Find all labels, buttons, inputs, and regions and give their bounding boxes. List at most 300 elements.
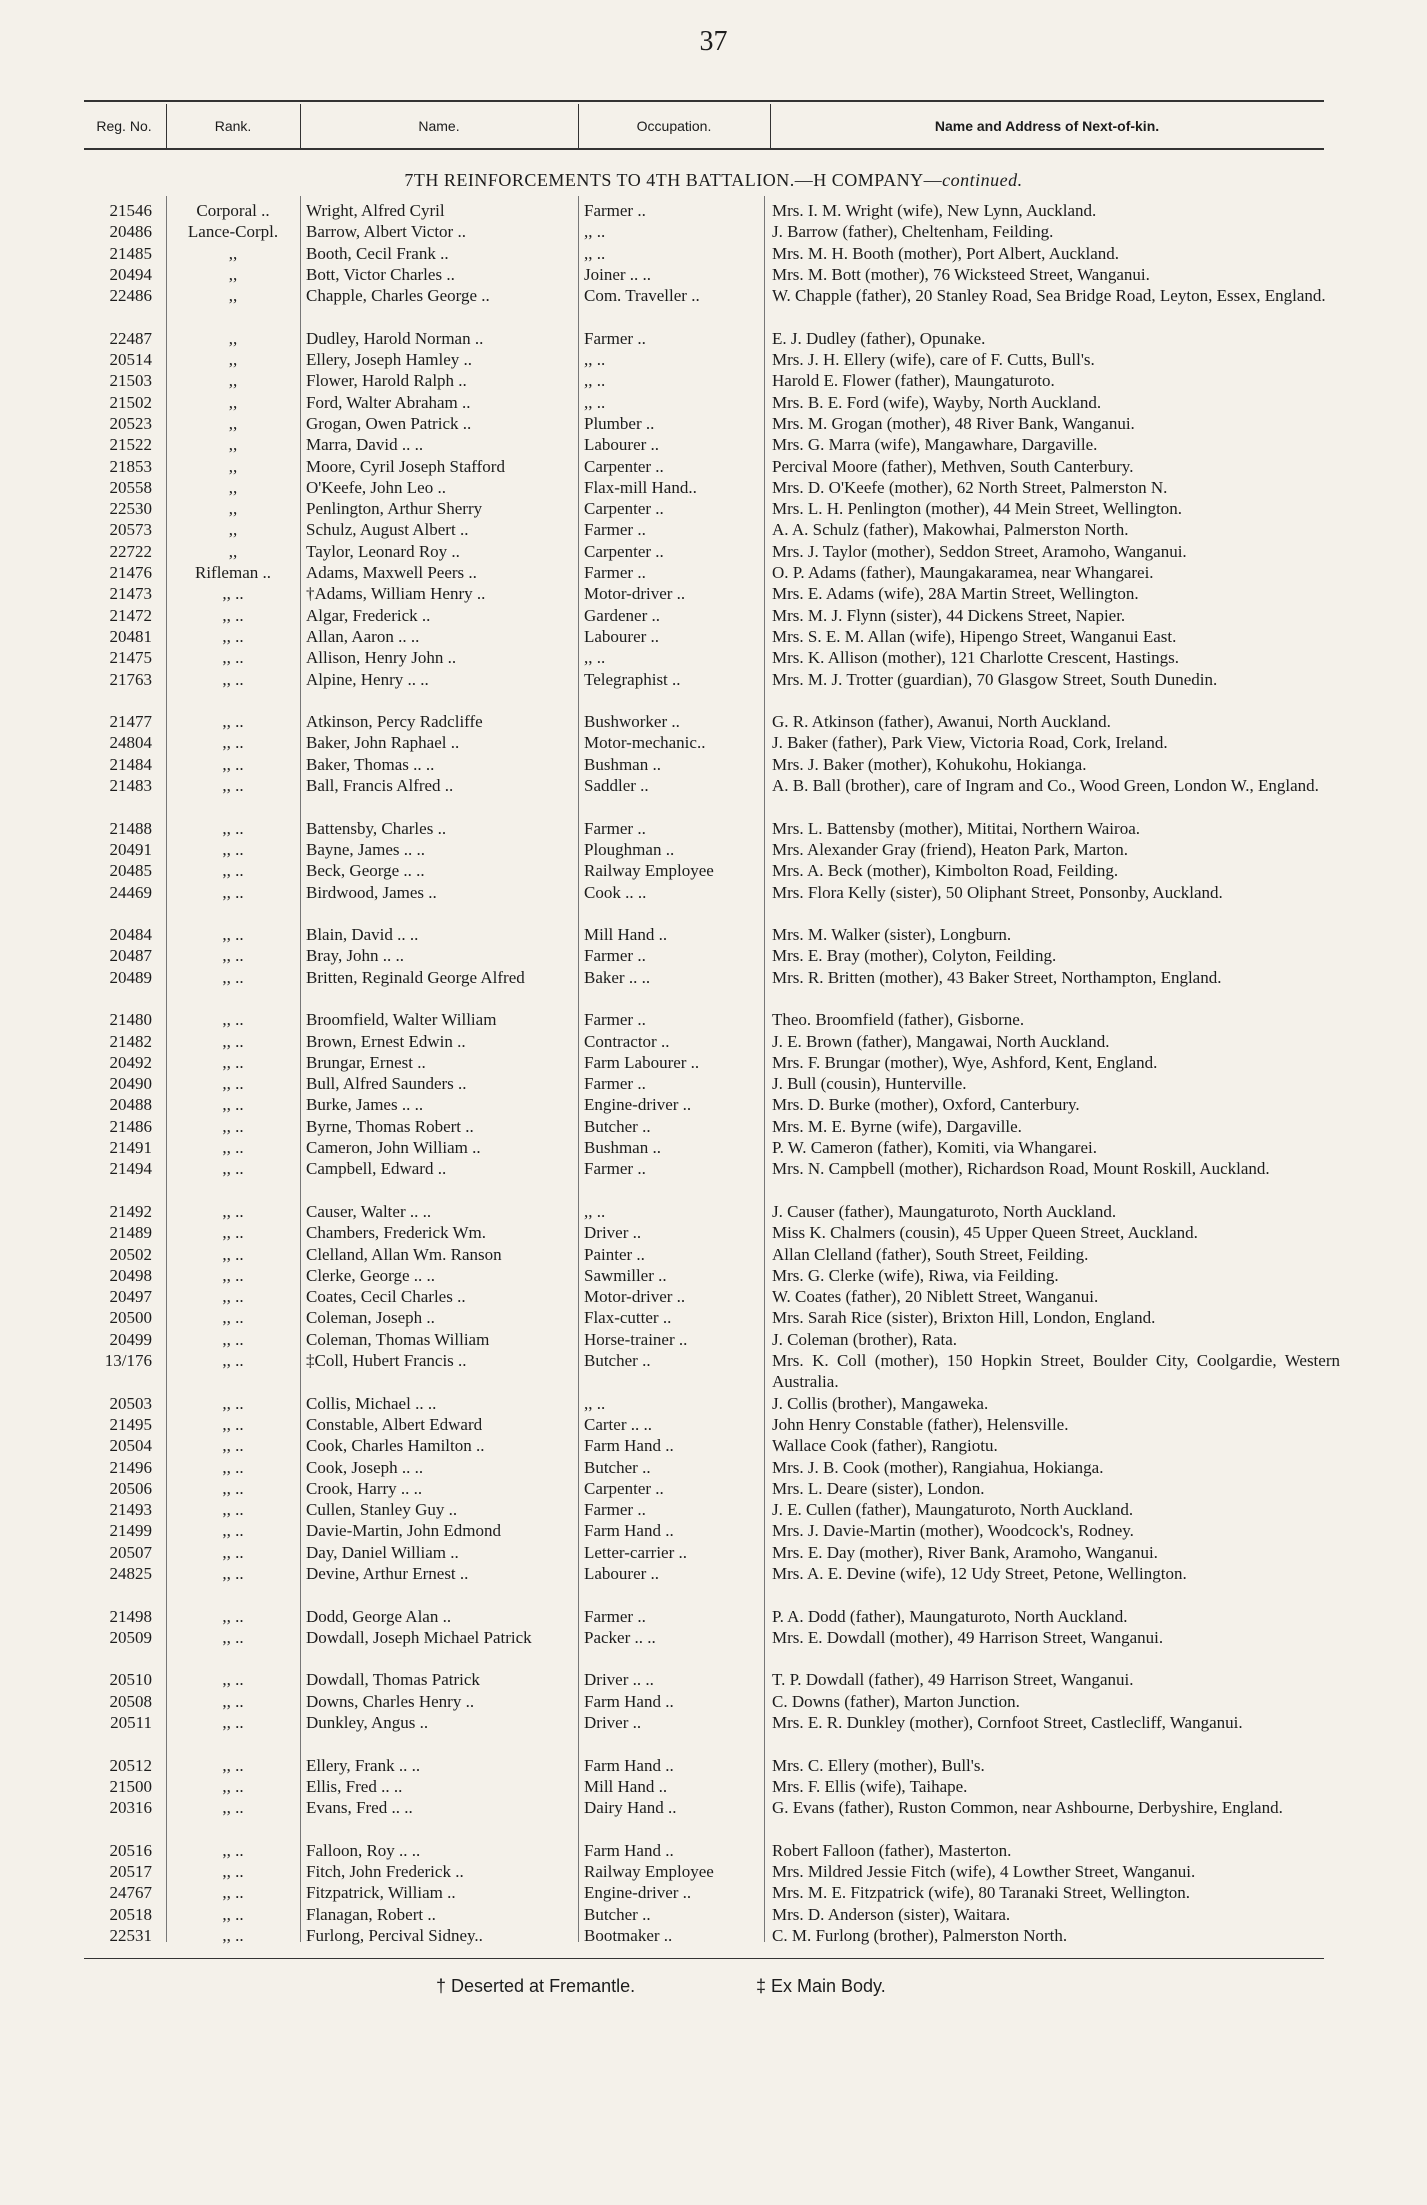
rank-cell: ,, .. [222, 1074, 244, 1094]
rank-cell: ,, .. [222, 1308, 244, 1328]
table-row [0, 498, 1427, 519]
occupation-cell: Saddler .. [584, 776, 649, 796]
rank-cell: ,, .. [222, 1287, 244, 1307]
next-of-kin-cell: E. J. Dudley (father), Opunake. [772, 328, 986, 348]
occupation-cell: Driver .. [584, 1223, 642, 1243]
occupation-cell: Farm Labourer .. [584, 1052, 700, 1072]
name-cell: Algar, Frederick .. [306, 605, 431, 625]
occupation-cell: Sawmiller .. [584, 1265, 667, 1285]
next-of-kin-cell: P. A. Dodd (father), Maungaturoto, North Auckland. [772, 1606, 1128, 1626]
rank-cell: ,, .. [222, 1265, 244, 1285]
next-of-kin-cell: J. Coleman (brother), Rata. [772, 1329, 958, 1349]
rank-cell: ,, .. [222, 1201, 244, 1221]
next-of-kin-cell: Mrs. D. Burke (mother), Oxford, Canterbury. [772, 1095, 1080, 1115]
occupation-cell: Dairy Hand .. [584, 1798, 677, 1818]
next-of-kin-cell: Mrs. J. B. Cook (mother), Rangiahua, Hokianga. [772, 1457, 1104, 1477]
occupation-cell: Engine-driver .. [584, 1095, 692, 1115]
occupation-cell: Butcher .. [584, 1904, 651, 1924]
reg-no-cell: 20500 [109, 1308, 152, 1328]
rank-cell: ,, [228, 499, 238, 519]
name-cell: Schulz, August Albert .. [306, 520, 469, 540]
next-of-kin-cell: Mrs. C. Ellery (mother), Bull's. [772, 1755, 985, 1775]
table-row [0, 1478, 1427, 1499]
next-of-kin-cell: T. P. Dowdall (father), 49 Harrison Street, Wanganui. [772, 1670, 1134, 1690]
table-row [0, 1329, 1427, 1350]
table-row [0, 1669, 1427, 1690]
occupation-cell: Carpenter .. [584, 456, 664, 476]
table-row [0, 1244, 1427, 1265]
occupation-cell: Bushman .. [584, 1138, 661, 1158]
reg-no-cell: 20485 [109, 861, 152, 881]
rank-cell: ,, .. [222, 1904, 244, 1924]
table-row [0, 1009, 1427, 1030]
reg-no-cell: 21763 [109, 669, 152, 689]
table-row [0, 1116, 1427, 1137]
name-cell: Falloon, Roy .. .. [306, 1840, 421, 1860]
reg-no-cell: 21476 [109, 563, 152, 583]
table-row [0, 1350, 1427, 1393]
next-of-kin-cell: C. Downs (father), Marton Junction. [772, 1691, 1020, 1711]
table-row [0, 264, 1427, 285]
reg-no-cell: 21546 [109, 201, 152, 220]
section-title-text: 7TH REINFORCEMENTS TO 4TH BATTALION.—H COMPANY— [404, 170, 943, 190]
header-top-rule [84, 100, 1324, 102]
next-of-kin-cell: Mrs. L. Battensby (mother), Mititai, Northern Wairoa. [772, 818, 1140, 838]
next-of-kin-cell: C. M. Furlong (brother), Palmerston North. [772, 1926, 1068, 1946]
header-bottom-rule [84, 148, 1324, 150]
occupation-cell: Farmer .. [584, 1500, 646, 1520]
next-of-kin-cell: Mrs. L. Deare (sister), London. [772, 1478, 985, 1498]
name-cell: Cook, Joseph .. .. [306, 1457, 424, 1477]
rank-cell: ,, .. [222, 1627, 244, 1647]
occupation-cell: ,, .. [584, 243, 606, 263]
rank-cell: ,, .. [222, 1542, 244, 1562]
table-row [0, 1137, 1427, 1158]
occupation-cell: Farm Hand .. [584, 1755, 674, 1775]
table-row [0, 1627, 1427, 1670]
occupation-cell: Butcher .. [584, 1116, 651, 1136]
table-row [0, 775, 1427, 818]
table-row [0, 1797, 1427, 1840]
reg-no-cell: 20488 [109, 1095, 152, 1115]
name-cell: Davie-Martin, John Edmond [306, 1521, 501, 1541]
table-row [0, 456, 1427, 477]
next-of-kin-cell: Mrs. M. Grogan (mother), 48 River Bank, Wanganui. [772, 413, 1135, 433]
table-row [0, 370, 1427, 391]
name-cell: Ellery, Joseph Hamley .. [306, 350, 473, 370]
header-name: Name. [418, 118, 460, 134]
name-cell: Penlington, Arthur Sherry [306, 499, 483, 519]
rank-cell: ,, [228, 350, 238, 370]
table-row [0, 1606, 1427, 1627]
next-of-kin-cell: Mrs. I. M. Wright (wife), New Lynn, Auckland. [772, 201, 1097, 220]
rank-cell: ,, [228, 328, 238, 348]
reg-no-cell: 21495 [109, 1414, 152, 1434]
occupation-cell: Farmer .. [584, 946, 646, 966]
reg-no-cell: 22530 [109, 499, 152, 519]
reg-no-cell: 21477 [109, 712, 152, 732]
next-of-kin-cell: Mrs. Alexander Gray (friend), Heaton Park, Marton. [772, 839, 1128, 859]
rank-cell: ,, .. [222, 776, 244, 796]
next-of-kin-cell: P. W. Cameron (father), Komiti, via Whangarei. [772, 1138, 1097, 1158]
name-cell: O'Keefe, John Leo .. [306, 477, 446, 497]
occupation-cell: Contractor .. [584, 1031, 670, 1051]
reg-no-cell: 21503 [109, 371, 152, 391]
name-cell: Allison, Henry John .. [306, 648, 457, 668]
table-row [0, 1520, 1427, 1541]
rank-cell: Corporal .. [196, 201, 270, 220]
next-of-kin-cell: J. Causer (father), Maungaturoto, North Auckland. [772, 1201, 1117, 1221]
next-of-kin-cell: Mrs. E. Adams (wife), 28A Martin Street, Wellington. [772, 584, 1139, 604]
table-row [0, 605, 1427, 626]
name-cell: †Adams, William Henry .. [306, 584, 486, 604]
next-of-kin-cell: O. P. Adams (father), Maungakaramea, near Whangarei. [772, 563, 1154, 583]
occupation-cell: Motor-mechanic.. [584, 733, 706, 753]
table-row [0, 1691, 1427, 1712]
table-row [0, 285, 1427, 328]
reg-no-cell: 24469 [109, 882, 152, 902]
name-cell: ‡Coll, Hubert Francis .. [306, 1351, 467, 1371]
name-cell: Baker, John Raphael .. [306, 733, 460, 753]
header-reg-no: Reg. No. [96, 118, 152, 134]
rank-cell: ,, [228, 286, 238, 306]
next-of-kin-cell: Mrs. Mildred Jessie Fitch (wife), 4 Lowther Street, Wanganui. [772, 1862, 1196, 1882]
rank-cell: ,, .. [222, 712, 244, 732]
name-cell: Wright, Alfred Cyril [306, 201, 445, 220]
rank-cell: ,, .. [222, 1414, 244, 1434]
occupation-cell: Farmer .. [584, 201, 646, 220]
rank-cell: ,, .. [222, 1713, 244, 1733]
name-cell: Beck, George .. .. [306, 861, 425, 881]
rank-cell: ,, .. [222, 1691, 244, 1711]
occupation-cell: Carpenter .. [584, 541, 664, 561]
rank-cell: ,, .. [222, 1457, 244, 1477]
name-cell: Ellis, Fred .. .. [306, 1776, 403, 1796]
occupation-cell: Farmer .. [584, 563, 646, 583]
occupation-cell: Farmer .. [584, 1074, 646, 1094]
occupation-cell: Painter .. [584, 1244, 645, 1264]
name-cell: Moore, Cyril Joseph Stafford [306, 456, 505, 476]
name-cell: Dowdall, Joseph Michael Patrick [306, 1627, 532, 1647]
reg-no-cell: 20511 [110, 1713, 152, 1733]
name-cell: Flanagan, Robert .. [306, 1904, 436, 1924]
occupation-cell: Farmer .. [584, 1010, 646, 1030]
rank-cell: ,, .. [222, 648, 244, 668]
occupation-cell: Com. Traveller .. [584, 286, 700, 306]
occupation-cell: Railway Employee [584, 861, 714, 881]
name-cell: Baker, Thomas .. .. [306, 754, 435, 774]
rank-cell: ,, .. [222, 1031, 244, 1051]
reg-no-cell: 24804 [109, 733, 152, 753]
occupation-cell: Engine-driver .. [584, 1883, 692, 1903]
next-of-kin-cell: Mrs. R. Britten (mother), 43 Baker Street, Northampton, England. [772, 967, 1222, 987]
name-cell: Bull, Alfred Saunders .. [306, 1074, 467, 1094]
table-row [0, 647, 1427, 668]
name-cell: Adams, Maxwell Peers .. [306, 563, 477, 583]
reg-no-cell: 20506 [109, 1478, 152, 1498]
next-of-kin-cell: Mrs. E. Day (mother), River Bank, Aramoho, Wanganui. [772, 1542, 1158, 1562]
occupation-cell: Motor-driver .. [584, 584, 686, 604]
next-of-kin-cell: Harold E. Flower (father), Maungaturoto. [772, 371, 1055, 391]
occupation-cell: Labourer .. [584, 435, 660, 455]
occupation-cell: ,, .. [584, 350, 606, 370]
rank-cell: ,, [228, 264, 238, 284]
reg-no-cell: 21522 [109, 435, 152, 455]
next-of-kin-cell: Mrs. L. H. Penlington (mother), 44 Mein Street, Wellington. [772, 499, 1183, 519]
page-number: 37 [699, 26, 728, 57]
table-row [0, 1414, 1427, 1435]
name-cell: Blain, David .. .. [306, 925, 419, 945]
next-of-kin-cell: Mrs. A. E. Devine (wife), 12 Udy Street, Petone, Wellington. [772, 1564, 1187, 1583]
reg-no-cell: 21853 [109, 456, 152, 476]
rank-cell: ,, .. [222, 1116, 244, 1136]
table-row [0, 626, 1427, 647]
reg-no-cell: 20518 [109, 1904, 152, 1924]
next-of-kin-cell: J. Barrow (father), Cheltenham, Feilding. [772, 222, 1054, 242]
name-cell: Chapple, Charles George .. [306, 286, 490, 306]
reg-no-cell: 13/176 [104, 1351, 152, 1371]
table-row [0, 1755, 1427, 1776]
occupation-cell: Horse-trainer .. [584, 1329, 688, 1349]
occupation-cell: Flax-cutter .. [584, 1308, 672, 1328]
rank-cell: Lance-Corpl. [187, 222, 279, 242]
rank-cell: ,, .. [222, 1500, 244, 1520]
table-row [0, 1094, 1427, 1115]
occupation-cell: Farmer .. [584, 818, 646, 838]
next-of-kin-cell: Mrs. K. Coll (mother), 150 Hopkin Street, Boulder City, Coolgardie, Western Australia. [772, 1351, 1340, 1392]
reg-no-cell: 24825 [109, 1564, 152, 1583]
occupation-cell: Driver .. [584, 1713, 642, 1733]
table-row [0, 1499, 1427, 1520]
reg-no-cell: 22531 [109, 1926, 152, 1946]
reg-no-cell: 20504 [109, 1436, 152, 1456]
rank-cell: ,, .. [222, 1436, 244, 1456]
rank-cell: ,, [228, 413, 238, 433]
occupation-cell: ,, .. [584, 1201, 606, 1221]
rank-cell: ,, .. [222, 1862, 244, 1882]
next-of-kin-cell: G. R. Atkinson (father), Awanui, North Auckland. [772, 712, 1111, 732]
table-row [0, 1861, 1427, 1882]
occupation-cell: Flax-mill Hand.. [584, 477, 697, 497]
table-row [0, 1222, 1427, 1243]
reg-no-cell: 20494 [109, 264, 152, 284]
next-of-kin-cell: Mrs. Flora Kelly (sister), 50 Oliphant Street, Ponsonby, Auckland. [772, 882, 1223, 902]
next-of-kin-cell: Mrs. J. Baker (mother), Kohukohu, Hokianga. [772, 754, 1087, 774]
name-cell: Constable, Albert Edward [306, 1414, 483, 1434]
name-cell: Atkinson, Percy Radcliffe [306, 712, 483, 732]
rank-cell: ,, .. [222, 1478, 244, 1498]
name-cell: Ball, Francis Alfred .. [306, 776, 454, 796]
table-row [0, 1840, 1427, 1861]
table-row [0, 349, 1427, 370]
rank-cell: ,, .. [222, 861, 244, 881]
occupation-cell: Labourer .. [584, 626, 660, 646]
next-of-kin-cell: Mrs. S. E. M. Allan (wife), Hipengo Street, Wanganui East. [772, 626, 1177, 646]
occupation-cell: Cook .. .. [584, 882, 647, 902]
occupation-cell: ,, .. [584, 371, 606, 391]
next-of-kin-cell: W. Coates (father), 20 Niblett Street, Wanganui. [772, 1287, 1099, 1307]
reg-no-cell: 21485 [109, 243, 152, 263]
reg-no-cell: 20573 [109, 520, 152, 540]
name-cell: Brown, Ernest Edwin .. [306, 1031, 466, 1051]
section-title [0, 170, 1427, 191]
rank-cell: Rifleman .. [194, 563, 271, 583]
next-of-kin-cell: G. Evans (father), Ruston Common, near Ashbourne, Derbyshire, England. [772, 1798, 1283, 1818]
occupation-cell: Packer .. .. [584, 1627, 656, 1647]
header-rank: Rank. [214, 118, 252, 134]
rank-cell: ,, .. [222, 605, 244, 625]
name-cell: Dowdall, Thomas Patrick [306, 1670, 480, 1690]
footnote-deserted: † Deserted at Fremantle. [436, 1976, 636, 1996]
table-row [0, 1307, 1427, 1328]
name-cell: Evans, Fred .. .. [306, 1798, 413, 1818]
name-cell: Coleman, Thomas William [306, 1329, 490, 1349]
table-row [0, 1031, 1427, 1052]
name-cell: Alpine, Henry .. .. [306, 669, 429, 689]
reg-no-cell: 21484 [109, 754, 152, 774]
reg-no-cell: 24767 [109, 1883, 152, 1903]
rank-cell: ,, .. [222, 967, 244, 987]
occupation-cell: Carpenter .. [584, 1478, 664, 1498]
table-row [0, 711, 1427, 732]
name-cell: Barrow, Albert Victor .. [306, 222, 466, 242]
next-of-kin-cell: J. Bull (cousin), Hunterville. [772, 1074, 967, 1094]
table-row [0, 1265, 1427, 1286]
rank-cell: ,, [228, 477, 238, 497]
next-of-kin-cell: Mrs. E. Bray (mother), Colyton, Feilding. [772, 946, 1057, 966]
rank-cell: ,, .. [222, 1606, 244, 1626]
rank-cell: ,, .. [222, 1393, 244, 1413]
reg-no-cell: 21500 [109, 1776, 152, 1796]
rank-cell: ,, .. [222, 584, 244, 604]
rank-cell: ,, .. [222, 882, 244, 902]
next-of-kin-cell: Mrs. M. Bott (mother), 76 Wicksteed Street, Wanganui. [772, 264, 1150, 284]
name-cell: Cameron, John William .. [306, 1138, 481, 1158]
occupation-cell: Gardener .. [584, 605, 660, 625]
occupation-cell: Bushworker .. [584, 712, 680, 732]
name-cell: Fitzpatrick, William .. [306, 1883, 456, 1903]
occupation-cell: Mill Hand .. [584, 1776, 668, 1796]
table-row [0, 477, 1427, 498]
table-row [0, 924, 1427, 945]
occupation-cell: Carter .. .. [584, 1414, 652, 1434]
next-of-kin-cell: Mrs. M. H. Booth (mother), Port Albert, Auckland. [772, 243, 1120, 263]
reg-no-cell: 21496 [109, 1457, 152, 1477]
table-row [0, 1542, 1427, 1563]
next-of-kin-cell: Mrs. M. J. Trotter (guardian), 70 Glasgow Street, South Dunedin. [772, 669, 1218, 689]
next-of-kin-cell: Mrs. F. Ellis (wife), Taihape. [772, 1776, 968, 1796]
occupation-cell: Bootmaker .. [584, 1926, 673, 1946]
next-of-kin-cell: Robert Falloon (father), Masterton. [772, 1840, 1012, 1860]
rank-cell: ,, .. [222, 1883, 244, 1903]
table-row [0, 541, 1427, 562]
rank-cell: ,, .. [222, 1840, 244, 1860]
reg-no-cell: 21472 [109, 605, 152, 625]
rank-cell: ,, .. [222, 1670, 244, 1690]
reg-no-cell: 22722 [109, 541, 152, 561]
next-of-kin-cell: A. A. Schulz (father), Makowhai, Palmerston North. [772, 520, 1129, 540]
occupation-cell: Farmer .. [584, 328, 646, 348]
reg-no-cell: 20490 [109, 1074, 152, 1094]
footnote-ex-main-body: ‡ Ex Main Body. [756, 1976, 886, 1996]
occupation-cell: Farmer .. [584, 520, 646, 540]
table-row [0, 1052, 1427, 1073]
name-cell: Bott, Victor Charles .. [306, 264, 455, 284]
name-cell: Furlong, Percival Sidney.. [306, 1926, 483, 1946]
name-cell: Marra, David .. .. [306, 435, 424, 455]
reg-no-cell: 20489 [109, 967, 152, 987]
table-row [0, 1435, 1427, 1456]
rank-cell: ,, [228, 520, 238, 540]
table-row [0, 1158, 1427, 1201]
name-cell: Grogan, Owen Patrick .. [306, 413, 472, 433]
table-row [0, 1776, 1427, 1797]
rank-cell: ,, .. [222, 1052, 244, 1072]
rank-cell: ,, .. [222, 1244, 244, 1264]
name-cell: Ford, Walter Abraham .. [306, 392, 471, 412]
next-of-kin-cell: Miss K. Chalmers (cousin), 45 Upper Queen Street, Auckland. [772, 1223, 1198, 1243]
table-row [0, 1563, 1427, 1606]
occupation-cell: Butcher .. [584, 1351, 651, 1371]
next-of-kin-cell: Mrs. M. E. Byrne (wife), Dargaville. [772, 1116, 1022, 1136]
next-of-kin-cell: John Henry Constable (father), Helensville. [772, 1414, 1069, 1434]
occupation-cell: Letter-carrier .. [584, 1542, 687, 1562]
next-of-kin-cell: Mrs. G. Marra (wife), Mangawhare, Dargaville. [772, 435, 1098, 455]
name-cell: Broomfield, Walter William [306, 1010, 497, 1030]
occupation-cell: Farmer .. [584, 1159, 646, 1179]
reg-no-cell: 20503 [109, 1393, 152, 1413]
name-cell: Dunkley, Angus .. [306, 1713, 429, 1733]
reg-no-cell: 21493 [109, 1500, 152, 1520]
reg-no-cell: 20484 [109, 925, 152, 945]
occupation-cell: ,, .. [584, 1393, 606, 1413]
next-of-kin-cell: A. B. Ball (brother), care of Ingram and Co., Wood Green, London W., England. [772, 776, 1319, 796]
name-cell: Booth, Cecil Frank .. [306, 243, 449, 263]
reg-no-cell: 20507 [109, 1542, 152, 1562]
name-cell: Taylor, Leonard Roy .. [306, 541, 460, 561]
rank-cell: ,, .. [222, 1010, 244, 1030]
rank-cell: ,, .. [222, 1329, 244, 1349]
name-cell: Clerke, George .. .. [306, 1265, 436, 1285]
name-cell: Battensby, Charles .. [306, 818, 447, 838]
next-of-kin-cell: J. E. Brown (father), Mangawai, North Auckland. [772, 1031, 1110, 1051]
occupation-cell: Joiner .. .. [584, 264, 652, 284]
table-row [0, 519, 1427, 540]
reg-no-cell: 21499 [109, 1521, 152, 1541]
occupation-cell: ,, .. [584, 222, 606, 242]
reg-no-cell: 20481 [109, 626, 152, 646]
next-of-kin-cell: J. E. Cullen (father), Maungaturoto, North Auckland. [772, 1500, 1134, 1520]
rank-cell: ,, .. [222, 1798, 244, 1818]
occupation-cell: Motor-driver .. [584, 1287, 686, 1307]
rank-cell: ,, .. [222, 733, 244, 753]
table-row [0, 945, 1427, 966]
name-cell: Dodd, George Alan .. [306, 1606, 452, 1626]
reg-no-cell: 21491 [109, 1138, 152, 1158]
rank-cell: ,, .. [222, 1223, 244, 1243]
reg-no-cell: 20517 [109, 1862, 152, 1882]
rank-cell: ,, [228, 392, 238, 412]
occupation-cell: Carpenter .. [584, 499, 664, 519]
occupation-cell: Mill Hand .. [584, 925, 668, 945]
next-of-kin-cell: Mrs. E. Dowdall (mother), 49 Harrison Street, Wanganui. [772, 1627, 1164, 1647]
next-of-kin-cell: Mrs. N. Campbell (mother), Richardson Road, Mount Roskill, Auckland. [772, 1159, 1270, 1179]
table-row [0, 1201, 1427, 1222]
table-row [0, 1712, 1427, 1755]
rank-cell: ,, .. [222, 669, 244, 689]
table-row [0, 967, 1427, 1010]
occupation-cell: Baker .. .. [584, 967, 651, 987]
